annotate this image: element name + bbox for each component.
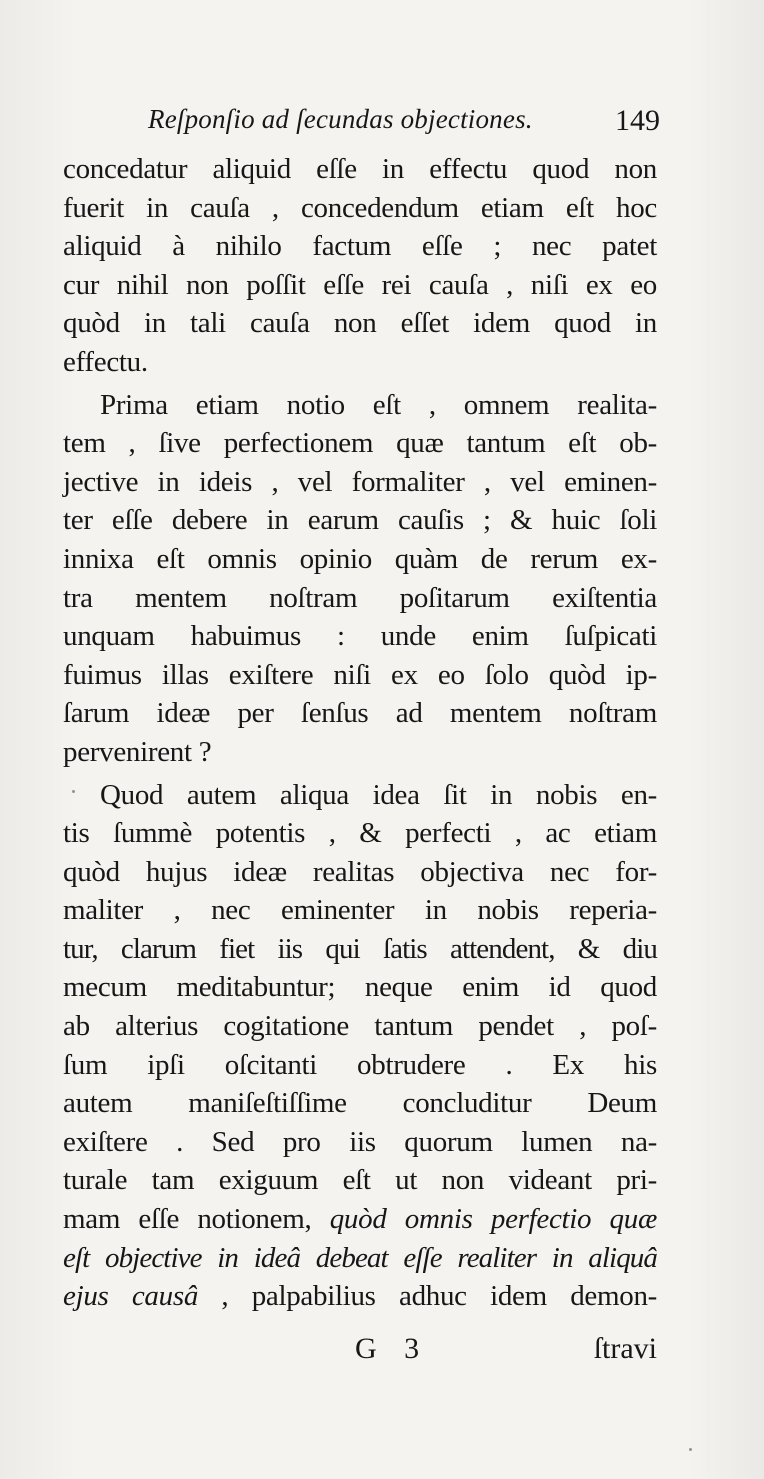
text-line: [63, 1277, 657, 1316]
body-text: [63, 150, 657, 1316]
italic-line: eſt objective in ideâ debeat eſſe realiter in aliquâ: [63, 1241, 657, 1274]
text-line: autem maniſeſtiſſime concluditur Deum: [63, 1087, 657, 1120]
signature-mark: G 3: [355, 1332, 430, 1365]
text-line: effectu.: [63, 345, 148, 378]
text-line: aliquid à nihilo factum eſſe ; nec patet: [63, 230, 657, 263]
text-line: jective in ideis , vel formaliter , vel eminen-: [63, 465, 657, 498]
text-line: ab alterius cogitatione tantum pendet , poſ-: [63, 1010, 657, 1043]
text-line: mecum meditabuntur; neque enim id quod: [63, 971, 657, 1004]
page-footer: [63, 1332, 657, 1372]
text-line: tur, clarum fiet iis qui ſatis attendent, & diu: [63, 932, 657, 965]
text-line: quòd in tali cauſa non eſſet idem quod in: [63, 307, 657, 340]
text-fragment: , palpabilius adhuc idem demon-: [221, 1280, 658, 1313]
text-line: ſum ipſi oſcitanti obtrudere . Ex his: [63, 1048, 657, 1081]
text-line: ſarum ideæ per ſenſus ad mentem noſtram: [63, 697, 657, 730]
paragraph-1: [63, 150, 657, 382]
page-number: 149: [615, 104, 660, 137]
text-line: [63, 1200, 657, 1239]
text-line: pervenirent ?: [63, 735, 212, 768]
paragraph-2: [63, 386, 657, 772]
text-line: tis ſummè potentis , & perfecti , ac etiam: [63, 817, 657, 850]
text-line: tem , ſive perfectionem quæ tantum eſt ob-: [63, 427, 657, 460]
text-line: tra mentem noſtram poſitarum exiſtentia: [63, 581, 657, 614]
text-line: innixa eſt omnis opinio quàm de rerum ex-: [63, 542, 657, 575]
catchword: ſtravi: [593, 1332, 657, 1365]
text-line: Prima etiam notio eſt , omnem realita-: [100, 388, 657, 421]
text-line: turale tam exiguum eſt ut non videant pri-: [63, 1164, 657, 1197]
running-head-title: Reſponſio ad ſecundas objectiones.: [148, 104, 533, 134]
text-line: fuerit in cauſa , concedendum etiam eſt hoc: [63, 191, 657, 224]
text-line: Quod autem aliqua idea ſit in nobis en-: [100, 778, 657, 811]
text-line: concedatur aliquid eſſe in effectu quod non: [63, 153, 657, 185]
text-line: unquam habuimus : unde enim ſuſpicati: [63, 620, 657, 653]
text-line: exiſtere . Sed pro iis quorum lumen na-: [63, 1125, 657, 1158]
italic-fragment: ejus causâ: [63, 1280, 199, 1313]
text-line: quòd hujus ideæ realitas objectiva nec for-: [63, 855, 657, 888]
scan-speck: [72, 790, 75, 793]
paragraph-3: [63, 776, 657, 1316]
scan-speck: [689, 1448, 692, 1451]
text-line: cur nihil non poſſit eſſe rei cauſa , niſi ex eo: [63, 268, 657, 301]
italic-fragment: quòd omnis perfectio quæ: [329, 1203, 657, 1236]
running-head: [140, 100, 660, 140]
text-line: maliter , nec eminenter in nobis reperia-: [63, 894, 657, 927]
text-fragment: mam eſſe notionem,: [63, 1203, 312, 1236]
text-line: fuimus illas exiſtere niſi ex eo ſolo quòd ip-: [63, 658, 657, 691]
text-line: ter eſſe debere in earum cauſis ; & huic ſoli: [63, 504, 657, 537]
